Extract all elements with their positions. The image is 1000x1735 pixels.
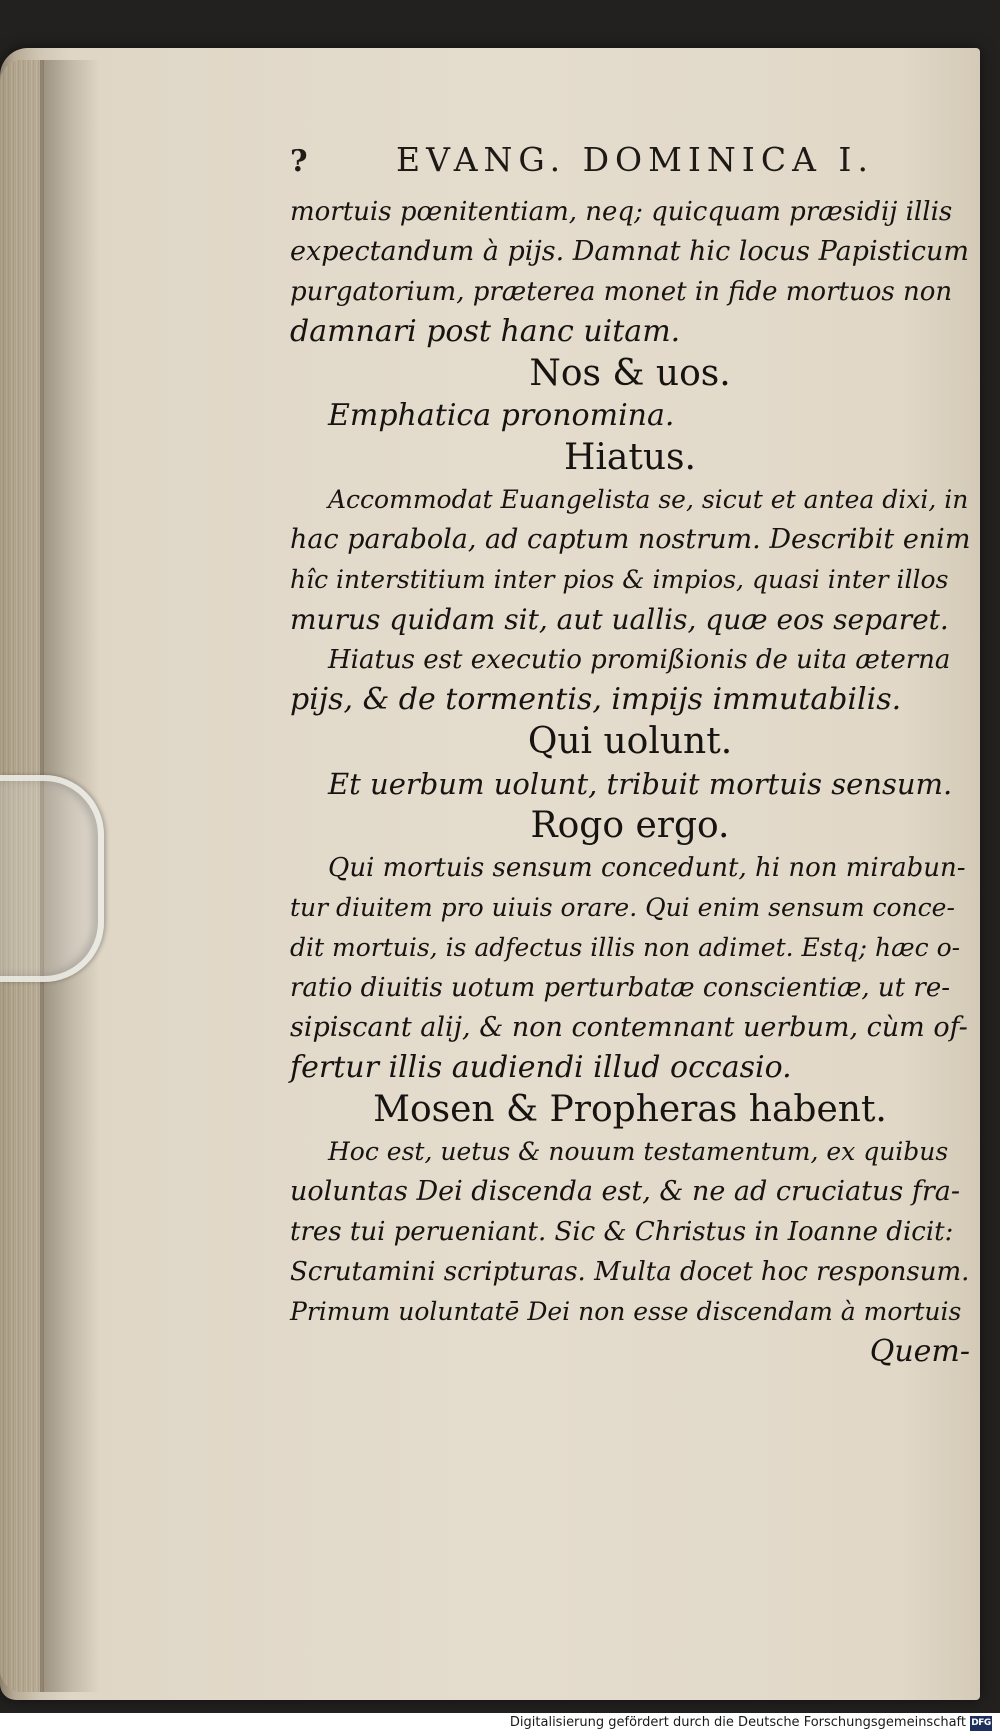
text-line: Primum uoluntatē Dei non esse discendam à mortuis (290, 1297, 962, 1326)
text-line: pijs, & de tormentis, impijs immutabilis. (290, 682, 902, 717)
footer-credit: Digitalisierung gefördert durch die Deutsche Forschungsgemeinschaft (509, 1715, 966, 1730)
section-heading: Hiatus. (564, 437, 696, 478)
text-line: expectandum à pijs. Damnat hic locus Papisticum (290, 236, 970, 267)
section-heading: Mosen & Propheras habent. (373, 1089, 887, 1130)
text-line: Emphatica pronomina. (328, 398, 675, 433)
section-heading: Nos & uos. (529, 353, 731, 394)
text-line: fertur illis audiendi illud occasio. (290, 1050, 792, 1085)
text-line: purgatorium, præterea monet in fide mortuos non (290, 277, 953, 307)
text-line: uoluntas Dei discenda est, & ne ad cruciatus fra- (290, 1176, 960, 1207)
section-heading: Qui uolunt. (527, 721, 733, 762)
paper-clip (0, 775, 104, 982)
text-line: mortuis pœnitentiam, neq; quicquam præsidij illis (290, 197, 953, 227)
text-line: Qui mortuis sensum concedunt, hi non mirabun- (328, 853, 966, 883)
dfg-logo: DFG (970, 1716, 992, 1731)
footer-bar (0, 1713, 1000, 1735)
text-line: sipiscant alij, & non contemnant uerbum, cùm of- (290, 1012, 968, 1043)
running-head-title: EVANG. DOMINICA I. (396, 140, 874, 179)
running-head-mark: ? (290, 144, 308, 179)
running-head (290, 140, 970, 192)
page-text-block (290, 140, 970, 1372)
text-line: Hiatus est executio promißionis de uita æterna (328, 645, 951, 675)
text-line: hîc interstitium inter pios & impios, quasi inter illos (290, 565, 949, 594)
section-heading: Rogo ergo. (530, 805, 730, 846)
catchword: Quem- (869, 1334, 970, 1369)
text-line: Accommodat Euangelista se, sicut et antea dixi, in (328, 485, 969, 514)
text-line: hac parabola, ad captum nostrum. Describit enim (290, 524, 971, 555)
text-line: Et uerbum uolunt, tribuit mortuis sensum. (328, 767, 953, 801)
text-line: Hoc est, uetus & nouum testamentum, ex quibus (328, 1137, 949, 1166)
text-line: ratio diuitis uotum perturbatæ conscientiæ, ut re- (290, 973, 950, 1003)
text-line: dit mortuis, is adfectus illis non adimet. Estq; hæc o- (290, 933, 961, 962)
text-line: damnari post hanc uitam. (290, 314, 681, 349)
body-text (290, 192, 970, 1372)
text-line: tur diuitem pro uiuis orare. Qui enim sensum conce- (290, 893, 955, 922)
text-line: murus quidam sit, aut uallis, quæ eos separet. (290, 603, 949, 636)
text-line: tres tui perueniant. Sic & Christus in Ioanne dicit: (290, 1217, 954, 1247)
text-line: Scrutamini scripturas. Multa docet hoc responsum. (290, 1257, 970, 1287)
